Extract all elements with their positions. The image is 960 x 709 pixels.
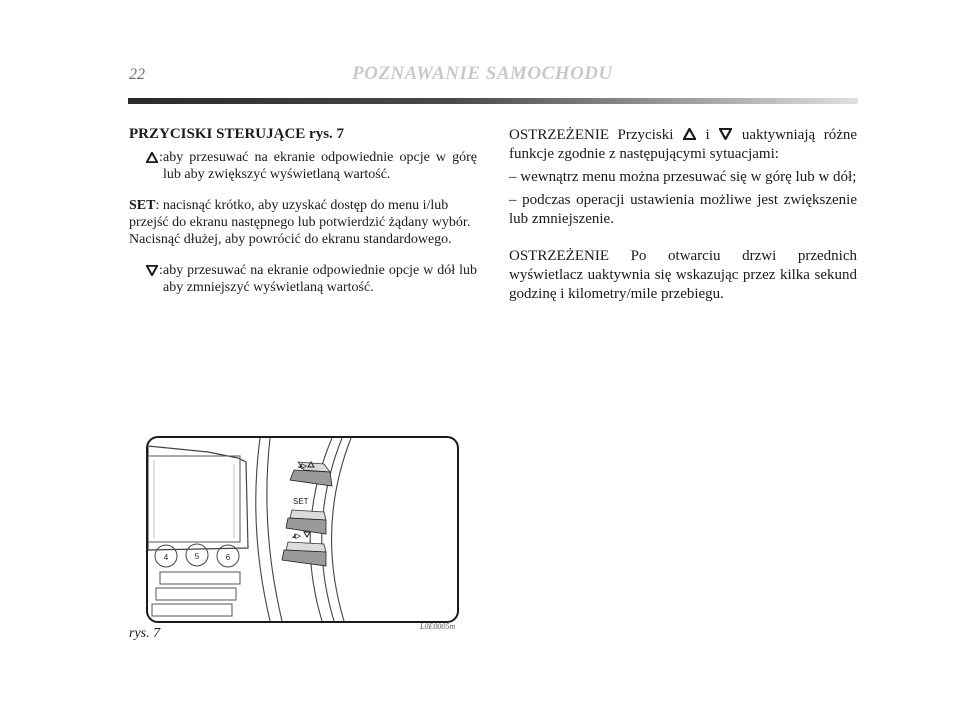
triangle-up-icon — [146, 152, 158, 163]
entry-up-text: aby przesuwać na ekranie odpowiednie opcje w górę lub aby zwiększyć wyświetlaną wartość. — [163, 150, 477, 182]
figure-caption: rys. 7 — [129, 626, 161, 641]
triangle-down-icon — [719, 128, 732, 140]
figure-code: L0E0005m — [420, 622, 456, 631]
running-title: POZNAWANIE SAMOCHODU — [352, 63, 613, 84]
bullet-menu: – wewnątrz menu można przesuwać się w górę lub w dół; — [509, 169, 857, 185]
knob-4-label: 4 — [163, 553, 169, 562]
page-number: 22 — [129, 66, 145, 83]
warning-doors: OSTRZEŻENIE Po otwarciu drzwi przednich wyświetlacz uaktywnia się wskazując przez kilka sekund godzinę i kilometry/mile przebiegu. — [509, 248, 857, 302]
figure-illustration — [146, 436, 459, 623]
button-set-label: SET — [293, 497, 309, 506]
triangle-down-icon — [146, 265, 158, 276]
set-key: SET — [129, 198, 156, 213]
button-down-label: ⅎ▷ — [292, 533, 301, 540]
warning1-prefix: OSTRZEŻENIE Przyciski — [509, 127, 674, 143]
knob-6-label: 6 — [225, 553, 231, 562]
dashboard-drawing — [148, 438, 457, 621]
warnings-section — [509, 126, 857, 308]
warning1-and: i — [705, 127, 710, 143]
header-rule — [128, 98, 858, 104]
entry-down: : aby przesuwać na ekranie odpowiednie opcje w dół lub aby zmniejszyć wyświetlaną wartość. — [129, 262, 477, 296]
entry-set-text: nacisnąć krótko, aby uzyskać dostęp do menu i/lub przejść do ekranu następnego lub potwierdzić żądany wybór. Nacisnąć dłużej, aby powrócić do ekranu standardowego. — [129, 198, 471, 247]
entry-down-text: aby przesuwać na ekranie odpowiednie opcje w dół lub aby zmniejszyć wyświetlaną wartość. — [163, 263, 477, 295]
triangle-up-icon — [683, 128, 696, 140]
bullet-adjust: – podczas operacji ustawienia możliwe jest zwiększenie lub zmniejszenie. — [509, 192, 857, 227]
knob-5-label: 5 — [194, 552, 200, 561]
entry-up: : aby przesuwać na ekranie odpowiednie opcje w górę lub aby zwiększyć wyświetlaną wartość. — [129, 149, 477, 183]
section-heading: PRZYCISKI STERUJĄCE rys. 7 — [129, 126, 345, 142]
warning-buttons — [509, 126, 857, 164]
controls-section — [129, 126, 477, 310]
warning1-suffix: uaktywniają różne funkcje zgodnie z następującymi sytuacjami: — [509, 127, 858, 162]
button-up-label: ⅎ▷ — [298, 463, 307, 470]
entry-set: SET: nacisnąć krótko, aby uzyskać dostęp do menu i/lub przejść do ekranu następnego lub potwierdzić żądany wybór. Nacisnąć dłużej, aby powrócić do ekranu standardowego. — [129, 198, 471, 247]
